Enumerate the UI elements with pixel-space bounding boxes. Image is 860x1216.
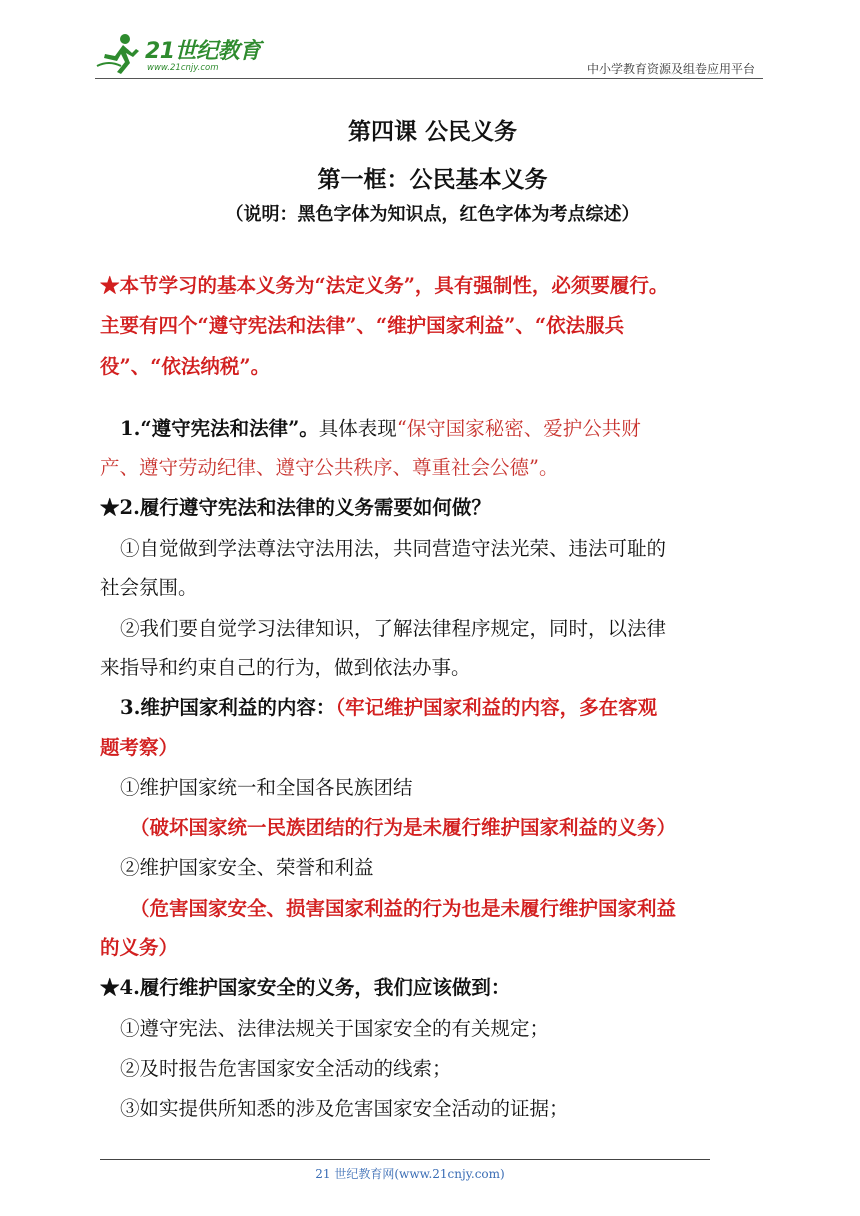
lesson-title: 第四课 公民义务 [347, 119, 517, 145]
item-1-red-1: “保守国家秘密、爱护公共财 [396, 417, 641, 440]
item-3-b: ②维护国家安全、荣誉和利益 [120, 856, 374, 879]
item-3-b-red-1: （危害国家安全、损害国家利益的行为也是未履行维护国家利益 [130, 897, 677, 920]
item-1-line-1 [120, 413, 785, 445]
footer-divider [100, 1159, 710, 1160]
item-3-heading: 3.维护国家利益的内容： [120, 696, 336, 719]
section-title: 第一框：公民基本义务 [317, 167, 548, 193]
item-3-a: ①维护国家统一和全国各民族团结 [120, 776, 413, 799]
page-header [95, 28, 763, 80]
item-4-c: ③如实提供所知悉的涉及危害国家安全活动的证据； [120, 1097, 569, 1120]
item-4-heading: ★4.履行维护国家安全的义务，我们应该做到： [100, 976, 511, 999]
footer-link[interactable]: 21 世纪教育网(www.21cnjy.com) [315, 1167, 505, 1181]
header-divider [95, 78, 763, 79]
site-logo[interactable] [95, 32, 265, 76]
item-2-a-line-2: 社会氛围。 [100, 576, 198, 599]
note-text: （说明：黑色字体为知识点，红色字体为考点综述） [225, 204, 640, 225]
item-4-a: ①遵守宪法、法律法规关于国家安全的有关规定； [120, 1017, 550, 1040]
intro-line-2: 主要有四个“遵守宪法和法律”、“维护国家利益”、“依法服兵 [100, 314, 625, 337]
item-3-a-red: （破坏国家统一民族团结的行为是未履行维护国家利益的义务） [130, 816, 677, 839]
item-2-heading: ★2.履行遵守宪法和法律的义务需要如何做？ [100, 496, 491, 519]
platform-name: 中小学教育资源及组卷应用平台 [586, 62, 755, 76]
item-2-a-line-1: ①自觉做到学法尊法守法用法，共同营造守法光荣、违法可耻的 [120, 537, 667, 560]
logo-text: 21世纪教育 [145, 39, 261, 64]
item-3-line-1 [120, 692, 785, 724]
item-2-b-line-1: ②我们要自觉学习法律知识，了解法律程序规定，同时，以法律 [120, 617, 667, 640]
item-3-red-2: 题考察） [100, 736, 179, 759]
item-1-red-2: 产、遵守劳动纪律、遵守公共秩序、尊重社会公德”。 [100, 456, 559, 479]
runner-logo-icon [95, 32, 143, 76]
intro-line-3: 役”、“依法纳税”。 [100, 355, 271, 378]
item-4-b: ②及时报告危害国家安全活动的线索； [120, 1057, 452, 1080]
logo-url: www.21cnjy.com [147, 63, 219, 73]
item-1-heading: 1.“遵守宪法和法律”。 [120, 417, 319, 440]
item-3-b-red-2: 的义务） [100, 936, 179, 959]
item-1-text: 具体表现 [318, 417, 397, 440]
item-3-red-1: （牢记维护国家利益的内容，多在客观 [335, 696, 658, 719]
intro-line-1: ★本节学习的基本义务为“法定义务”，具有强制性，必须要履行。 [100, 274, 669, 297]
item-2-b-line-2: 来指导和约束自己的行为，做到依法办事。 [100, 656, 471, 679]
